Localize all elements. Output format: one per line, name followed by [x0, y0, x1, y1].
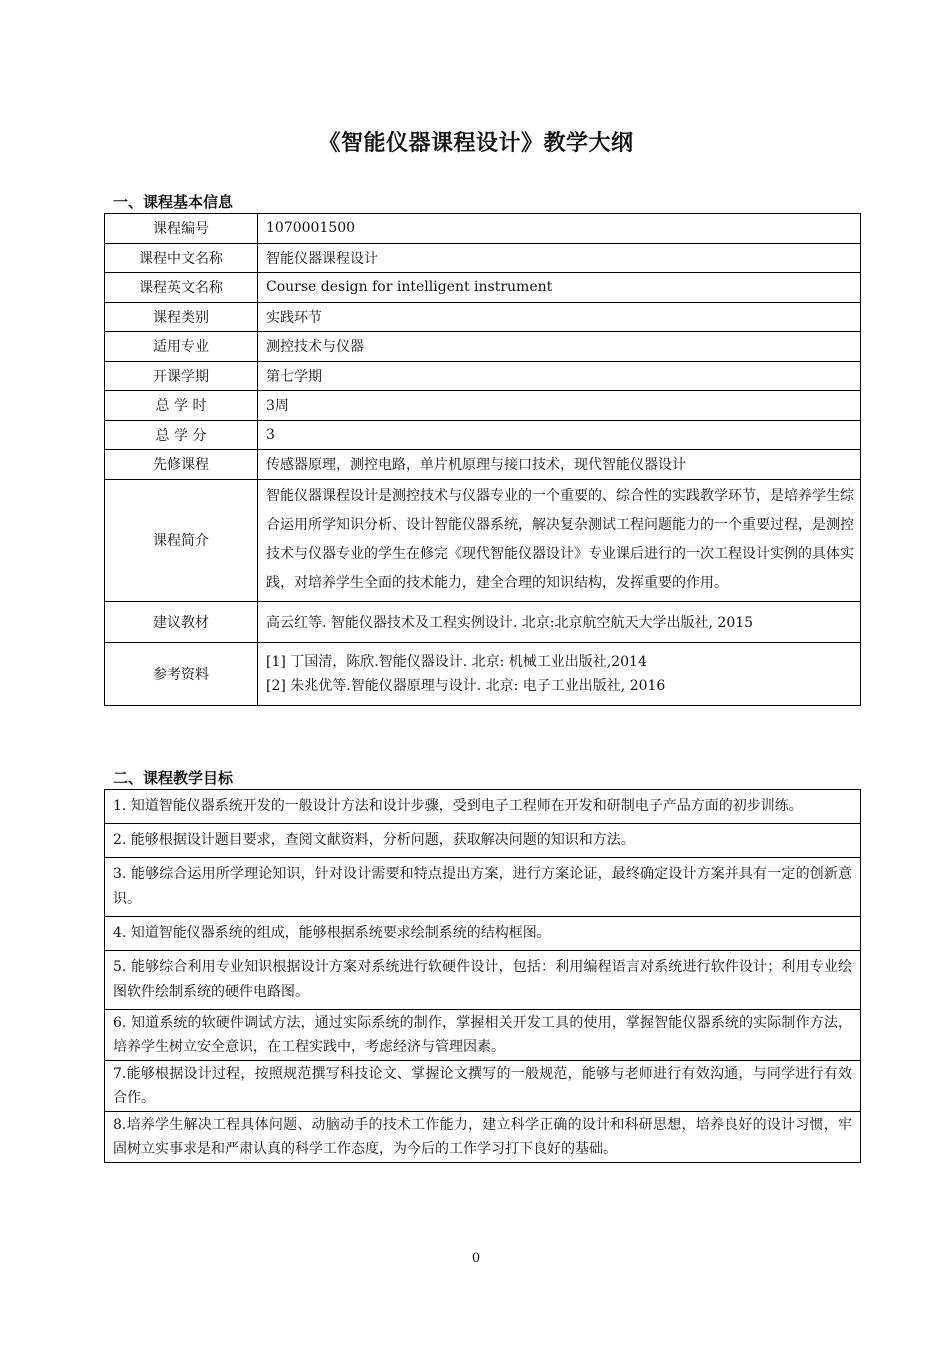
- goal-item: 8.培养学生解决工程具体问题、动脑动手的技术工作能力，建立科学正确的设计和科研思想，培养良好的设计习惯，牢固树立实事求是和严肃认真的科学工作态度，为今后的工作学习打下良好的基础。: [105, 1112, 861, 1163]
- table-row: [105, 790, 861, 824]
- english-name-label: 课程英文名称: [105, 273, 258, 303]
- page-number: 0: [471, 1251, 481, 1266]
- chinese-name-label: 课程中文名称: [105, 243, 258, 273]
- table-row: [105, 951, 861, 1010]
- table-row: [105, 450, 861, 480]
- course-intro-label: 课程简介: [105, 479, 258, 601]
- table-row: [105, 302, 861, 332]
- table-row: [105, 420, 861, 450]
- total-credits-label: 总 学 分: [105, 420, 258, 450]
- table-row: [105, 1112, 861, 1163]
- goal-item: 4. 知道智能仪器系统的组成，能够根据系统要求绘制系统的结构框图。: [105, 917, 861, 951]
- course-category-value: 实践环节: [258, 302, 861, 332]
- table-row: [105, 332, 861, 362]
- references-label: 参考资料: [105, 642, 258, 705]
- section-heading-teaching-goals: 二、课程教学目标: [113, 769, 234, 787]
- reference-item: [1] 丁国清，陈欣.智能仪器设计. 北京: 机械工业出版社,2014: [266, 653, 647, 670]
- table-row: [105, 858, 861, 917]
- chinese-name-value: 智能仪器课程设计: [258, 243, 861, 273]
- table-row: [105, 361, 861, 391]
- table-row: [105, 917, 861, 951]
- table-row: [105, 642, 861, 705]
- total-credits-value: 3: [258, 420, 861, 450]
- teaching-goals-table: [104, 789, 861, 1163]
- course-info-table: [104, 213, 861, 706]
- table-row: [105, 824, 861, 858]
- prerequisite-label: 先修课程: [105, 450, 258, 480]
- table-row: [105, 391, 861, 421]
- table-row: [105, 273, 861, 303]
- course-category-label: 课程类别: [105, 302, 258, 332]
- goal-item: 3. 能够综合运用所学理论知识，针对设计需要和特点提出方案，进行方案论证，最终确定设计方案并具有一定的创新意识。: [105, 858, 861, 917]
- semester-value: 第七学期: [258, 361, 861, 391]
- applicable-major-label: 适用专业: [105, 332, 258, 362]
- course-code-label: 课程编号: [105, 214, 258, 244]
- table-row: [105, 479, 861, 601]
- semester-label: 开课学期: [105, 361, 258, 391]
- english-name-value: Course design for intelligent instrument: [258, 273, 861, 303]
- table-row: [105, 214, 861, 244]
- textbook-label: 建议教材: [105, 601, 258, 642]
- prerequisite-value: 传感器原理，测控电路，单片机原理与接口技术，现代智能仪器设计: [258, 450, 861, 480]
- table-row: [105, 243, 861, 273]
- total-hours-value: 3周: [258, 391, 861, 421]
- course-code-value: 1070001500: [258, 214, 861, 244]
- goal-item: 2. 能够根据设计题目要求，查阅文献资料，分析问题，获取解决问题的知识和方法。: [105, 824, 861, 858]
- references-value: [258, 642, 861, 705]
- goal-item: 5. 能够综合利用专业知识根据设计方案对系统进行软硬件设计，包括：利用编程语言对系统进行软件设计；利用专业绘图软件绘制系统的硬件电路图。: [105, 951, 861, 1010]
- textbook-value: 高云红等. 智能仪器技术及工程实例设计. 北京:北京航空航天大学出版社, 2015: [258, 601, 861, 642]
- page-title: 《智能仪器课程设计》教学大纲: [318, 131, 634, 156]
- table-row: [105, 601, 861, 642]
- total-hours-label: 总 学 时: [105, 391, 258, 421]
- table-row: [105, 1061, 861, 1112]
- section-heading-basic-info: 一、课程基本信息: [113, 193, 234, 211]
- applicable-major-value: 测控技术与仪器: [258, 332, 861, 362]
- course-intro-value: 智能仪器课程设计是测控技术与仪器专业的一个重要的、综合性的实践教学环节，是培养学生综合运用所学知识分析、设计智能仪器系统，解决复杂测试工程问题能力的一个重要过程，是测控技术与仪器专业的学生在修完《现代智能仪器设计》专业课后进行的一次工程设计实例的具体实践，对培养学生全面的技术能力，建全合理的知识结构，发挥重要的作用。: [258, 479, 861, 601]
- goal-item: 1. 知道智能仪器系统开发的一般设计方法和设计步骤，受到电子工程师在开发和研制电子产品方面的初步训练。: [105, 790, 861, 824]
- goal-item: 6. 知道系统的软硬件调试方法，通过实际系统的制作，掌握相关开发工具的使用，掌握智能仪器系统的实际制作方法，培养学生树立安全意识，在工程实践中，考虑经济与管理因素。: [105, 1010, 861, 1061]
- goal-item: 7.能够根据设计过程，按照规范撰写科技论文、掌握论文撰写的一般规范，能够与老师进行有效沟通，与同学进行有效合作。: [105, 1061, 861, 1112]
- table-row: [105, 1010, 861, 1061]
- reference-item: [2] 朱兆优等.智能仪器原理与设计. 北京: 电子工业出版社, 2016: [266, 677, 666, 694]
